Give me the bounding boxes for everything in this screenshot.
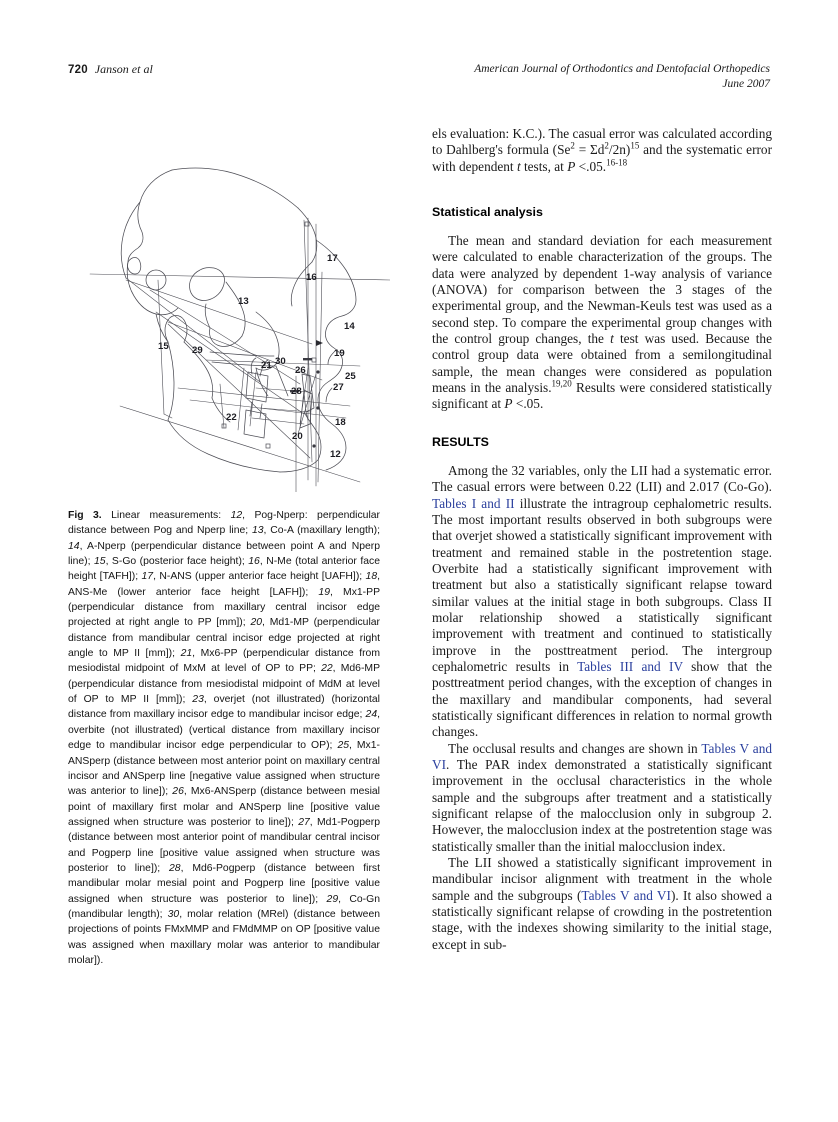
heading-results: RESULTS bbox=[432, 434, 489, 449]
measurement-number: 14 bbox=[68, 540, 80, 552]
measurement-number: 26 bbox=[172, 786, 184, 798]
measurement-number: 21 bbox=[180, 648, 193, 660]
measurement-number: 12 bbox=[230, 510, 243, 521]
figure-caption bbox=[68, 508, 380, 968]
figure-label: Fig 3. bbox=[68, 510, 102, 521]
journal-title: American Journal of Orthodontics and Dentofacial Orthopedics bbox=[474, 63, 770, 75]
figure-caption-intro: Linear measurements: bbox=[111, 510, 222, 521]
running-head bbox=[68, 62, 770, 102]
page-number: 720 bbox=[68, 64, 88, 76]
cephalometric-tracing-image bbox=[60, 162, 390, 492]
measurement-number: 19 bbox=[318, 586, 330, 598]
paragraph-results-3: The LII showed a statistically significant improvement in mandibular incisor alignment with treatment in the whole sample and the subgroups (Tables V and VI). It also showed a statistically significant relapse of crowding in the postretention stage, with the indexes showing similarity to the initial stage, except in sub- bbox=[432, 855, 773, 952]
measurement-number: 24 bbox=[365, 709, 378, 721]
ceph-marker-29: 29 bbox=[192, 345, 203, 356]
running-head-right bbox=[474, 62, 770, 92]
measurement-number: 25 bbox=[337, 740, 349, 752]
ceph-marker-30: 30 bbox=[275, 356, 286, 367]
figure-caption-body: 12, Pog-Nperp: perpendicular distance between Pog and Nperp line; 13, Co-A (maxillary length); 14, A-Nperp (perpendicular distance between point A and Nperp line); 15, S-Go (posterior face height); 16, N-Me (total anterior face height [TAFH]); 17, N-ANS (upper anterior face height [UAFH]); 18, ANS-Me (lower anterior face height [LAFH]); 19, Mx1-PP (perpendicular distance from maxillary central incisor edge projected at right angle to PP [mm]); 20, Md1-MP (perpendicular distance from mandibular central incisor edge projected at right angle to MP II [mm]); 21, Mx6-PP (perpendicular distance from mesiodistal midpoint of MxM at level of OP to PP; 22, Md6-MP (perpendicular distance from mesiodistal midpoint of MdM at level of OP to MP II [mm]); 23, overjet (not illustrated) (horizontal distance from maxillary incisor edge to mandibular incisor edge; 24, overbite (not illustrated) (vertical distance from maxillary incisor edge to mandibular incisor edge perpendicular to OP); 25, Mx1-ANSperp (distance between most anterior point on maxillary central incisor and ANSperp line [negative value assigned when structure was anterior to line]); 26, Mx6-ANSperp (distance between mesial point of maxillary first molar and ANSperp line [positive value assigned when structure was posterior to line]); 27, Md1-Pogperp (distance between most anterior point of mandibular central incisor and Pogperp line [positive value assigned when structure was posterior to line]); 28, Md6-Pogperp (distance between first mandibular molar mesial point and Pogperp line [positive value assigned when structure was posterior to line]); 29, Co-Gn (mandibular length); 30, molar relation (MRel) (distance between projections of points FMxMMP and FMdMMP on OP [positive value was assigned when maxillary molar was anterior to mandibular molar]). bbox=[68, 510, 381, 966]
measurement-number: 16 bbox=[248, 556, 260, 568]
ceph-marker-18: 18 bbox=[335, 417, 346, 428]
measurement-number: 30 bbox=[167, 908, 180, 920]
measurement-number: 27 bbox=[298, 816, 310, 828]
measurement-number: 22 bbox=[321, 663, 333, 675]
paragraph-continued: els evaluation: K.C.). The casual error was calculated according to Dahlberg's formula $(Se^2 = \Sigma d^2/2n)^{15}$ and the systematic error with dependent t tests, at P <.05.$^{16-18}$ bbox=[432, 126, 772, 174]
paragraph-statistical-analysis: The mean and standard deviation for each measurement were calculated to enable characterization of the groups. The data were analyzed by dependent 1-way analysis of variance (ANOVA) for comparison between the 3 stages of the experimental group, and the Newman-Keuls test was used as a second step. To compare the experimental group changes with the control group changes, the t test was used. Because the control group data were obtained from a semilongitudinal sample, the mean changes were considered as population means in the analysis.$^{19,20}$ Results were considered statistically significant at P <.05. bbox=[432, 233, 772, 412]
ceph-marker-27: 27 bbox=[333, 382, 344, 393]
ceph-marker-12: 12 bbox=[330, 449, 341, 460]
ceph-marker-25: 25 bbox=[345, 371, 356, 382]
measurement-number: 15 bbox=[94, 556, 106, 568]
ceph-marker-26: 26 bbox=[295, 365, 306, 376]
ceph-marker-17: 17 bbox=[327, 253, 338, 264]
measurement-number: 20 bbox=[250, 617, 262, 629]
measurement-number: 28 bbox=[169, 862, 181, 874]
measurement-number: 29 bbox=[326, 893, 339, 905]
ceph-marker-16: 16 bbox=[306, 272, 317, 283]
ceph-marker-19: 19 bbox=[334, 348, 345, 359]
heading-statistical-analysis: Statistical analysis bbox=[432, 205, 543, 220]
right-column bbox=[432, 126, 772, 953]
ceph-marker-21: 21 bbox=[261, 360, 272, 371]
xref-tables-5-6-paren[interactable]: Tables V and VI bbox=[581, 887, 671, 903]
left-column bbox=[68, 126, 380, 968]
ceph-marker-22: 22 bbox=[226, 412, 237, 423]
measurement-number: 17 bbox=[141, 571, 154, 583]
figure-3 bbox=[68, 126, 380, 486]
ceph-marker-15: 15 bbox=[158, 341, 169, 352]
paragraph-results-2: The occlusal results and changes are shown in Tables V and VI. The PAR index demonstrated a statistically significant improvement in the occlusal characteristics in the whole sample and the subgroups after treatment and a statistically significant relapse of the malocclusion only in subgroup 2. However, the malocclusion index at the postretention stage was statistically smaller than the initial malocclusion index. bbox=[432, 740, 773, 854]
xref-tables-1-2[interactable]: Tables I and II bbox=[432, 495, 515, 511]
paragraph-results-1: Among the 32 variables, only the LII had a systematic error. The casual errors were between 0.22 (LII) and 2.017 (Co-Go). Tables I and II illustrate the intragroup cephalometric results. The most important results observed in both subgroups were that overjet showed a statistically significant improvement with treatment and remained stable in the postretention stage. Overbite had a statistically significant improvement with treatment but also a statistically significant relapse toward similar values at the initial stage in both subgroups. Class II molar relationship showed a statistically significant improvement with treatment and continued to statistically improve in the posttreatment period. The intergroup cephalometric results in Tables III and IV show that the posttreatment period changes, with the exception of changes in the maxillary and mandibular components, had several statistically significant differences in relation to normal growth changes. bbox=[432, 462, 773, 740]
running-head-authors: Janson et al bbox=[94, 62, 153, 76]
measurement-number: 23 bbox=[192, 694, 204, 706]
ceph-marker-14: 14 bbox=[344, 321, 355, 332]
ceph-marker-20: 20 bbox=[292, 431, 303, 442]
running-head-left bbox=[68, 62, 153, 77]
xref-tables-3-4[interactable]: Tables III and IV bbox=[577, 658, 683, 674]
ceph-marker-13: 13 bbox=[238, 296, 249, 307]
issue-date: June 2007 bbox=[722, 78, 770, 90]
xref-tables-5-6[interactable]: Tables V and VI bbox=[432, 740, 773, 772]
measurement-number: 18 bbox=[365, 571, 378, 583]
measurement-number: 13 bbox=[251, 525, 264, 537]
ceph-marker-28: 28 bbox=[291, 386, 302, 397]
